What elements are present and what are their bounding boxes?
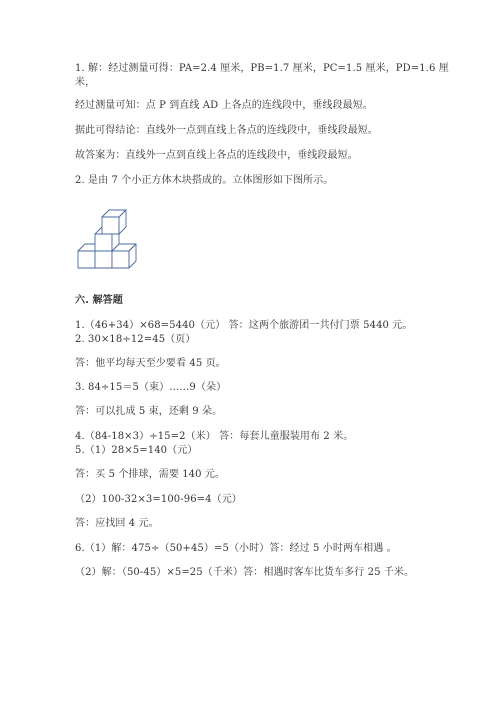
q1-paragraph-3: 据此可得结论：直线外一点到直线上各点的连线段中，垂线段最短。 [75,125,378,136]
answer-1: 1.（46+34）×68=5440（元） 答：这两个旅游团一共付门票 5440 元。 [75,320,413,331]
answer-3-conclusion: 答：可以扎成 5 束，还剩 9 朵。 [75,406,223,417]
answer-2: 2. 30×18÷12=45（页） [75,334,196,345]
q2-text: 2. 是由 7 个小正方体木块搭成的。立体图形如下图所示。 [75,175,334,186]
section-heading: 六. 解答题 [75,295,123,306]
answer-3: 3. 84÷15＝5（束）……9（朵） [75,382,227,393]
answer-5-part-2: （2）100-32×3=100-96=4（元） [75,494,242,505]
answer-6-part-1: 6.（1）解：475÷（50+45）=5（小时）答：经过 5 小时两车相遇 。 [75,543,397,554]
answer-6-part-2: （2）解：（50-45）×5=25（千米）答：相遇时客车比货车多行 25 千米。 [75,567,415,578]
answer-5-part-2-conclusion: 答：应找回 4 元。 [75,518,159,529]
q1-line-1: 1. 解：经过测量可得：PA=2.4 厘米，PB=1.7 厘米，PC=1.5 厘米，PD=1.6 厘 [75,63,449,74]
answer-4: 4.（84-18×3）÷15=2（米） 答：每套儿童服装用布 2 米。 [75,431,354,442]
q1-paragraph-2: 经过测量可知：点 P 到直线 AD 上各点的连线段中，垂线段最短。 [75,100,373,111]
cube-figure [75,204,145,276]
answer-5-part-1: 5.（1）28×5=140（元） [75,445,198,456]
q1-line-2: 米， [75,77,96,88]
answer-5-part-1-conclusion: 答：买 5 个排球，需要 140 元。 [75,469,226,480]
answer-2-conclusion: 答：他平均每天至少要看 45 页。 [75,358,226,369]
cube-figure-drawing [75,204,145,272]
q1-paragraph-4: 故答案为：直线外一点到直线上各点的连线段中，垂线段最短。 [75,150,358,161]
